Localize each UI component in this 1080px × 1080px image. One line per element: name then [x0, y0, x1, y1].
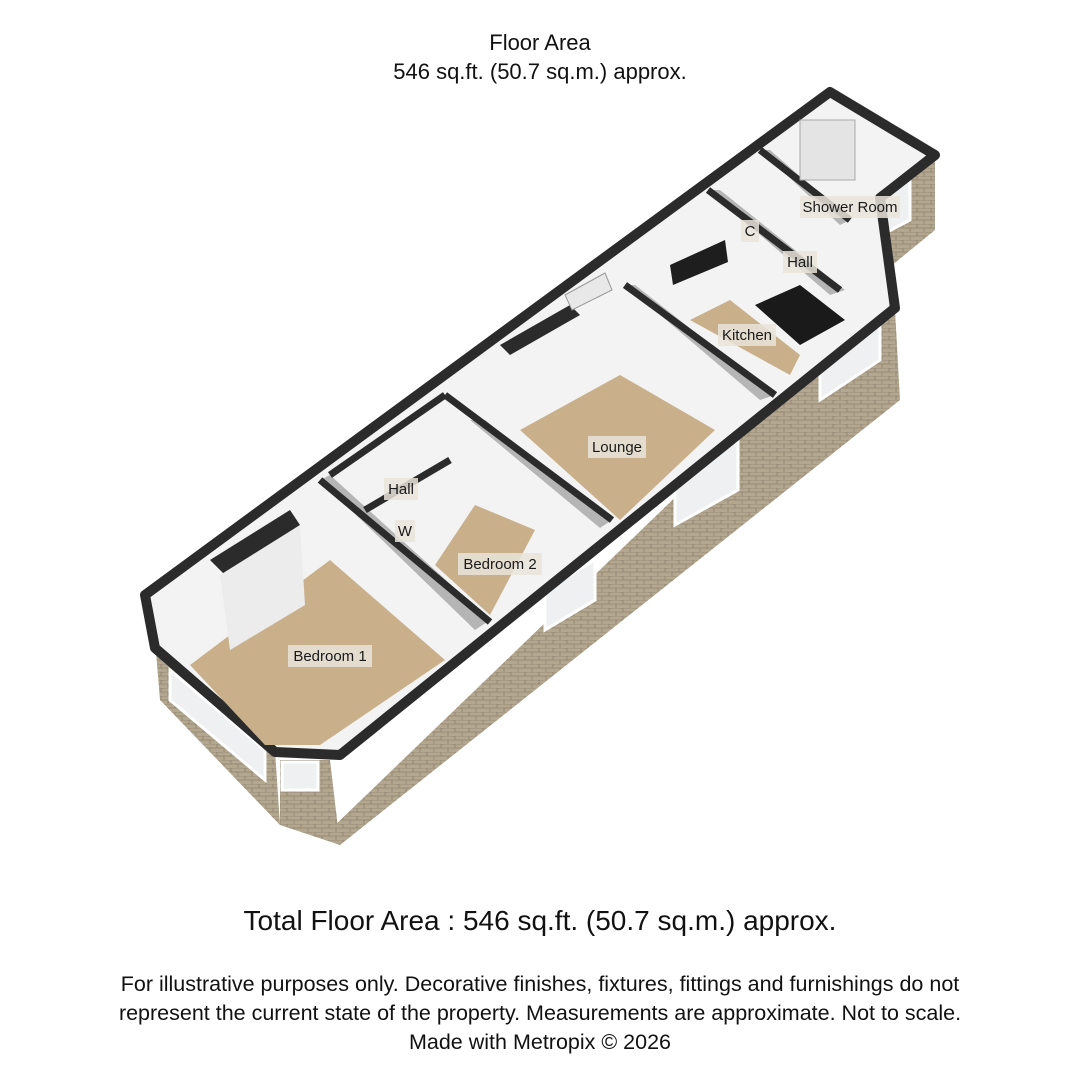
hall-left-label: Hall: [388, 481, 414, 498]
wardrobe-label: W: [397, 523, 413, 540]
floor-area-title: Floor Area: [489, 30, 591, 55]
label-cupboard: [741, 220, 759, 242]
total-floor-area: Total Floor Area : 546 sq.ft. (50.7 sq.m.) approx.: [243, 905, 837, 936]
disclaimer-line-1: For illustrative purposes only. Decorative finishes, fixtures, fittings and furnishings do not: [120, 972, 960, 996]
label-hall-right: [783, 251, 817, 273]
label-bedroom2: [458, 553, 542, 575]
disclaimer-line-3: Made with Metropix © 2026: [408, 1030, 672, 1054]
label-wardrobe: [395, 520, 415, 542]
disclaimer: [0, 970, 1080, 1057]
label-shower-room: [800, 196, 900, 218]
bedroom1-label: Bedroom 1: [293, 648, 367, 665]
label-kitchen: [718, 324, 776, 346]
label-lounge: [588, 436, 646, 458]
kitchen-label: Kitchen: [721, 327, 773, 344]
floor-area-size: 546 sq.ft. (50.7 sq.m.) approx.: [393, 59, 687, 84]
shower-room-label: Shower Room: [802, 199, 898, 216]
cupboard-label: C: [744, 223, 756, 240]
lounge-label: Lounge: [591, 439, 643, 456]
hall-right-label: Hall: [787, 254, 813, 271]
label-hall-left: [384, 478, 418, 500]
label-bedroom1: [288, 645, 372, 667]
bedroom2-label: Bedroom 2: [463, 556, 537, 573]
disclaimer-line-2: represent the current state of the property. Measurements are approximate. Not to scale.: [118, 1001, 962, 1025]
